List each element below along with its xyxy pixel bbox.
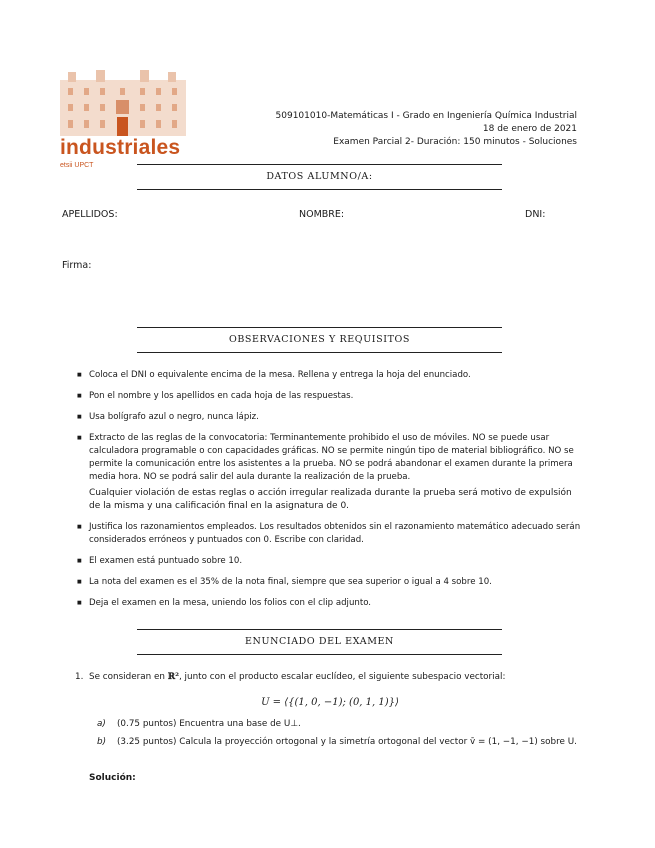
logo-wordmark: industriales bbox=[60, 136, 181, 159]
nombre-label: NOMBRE: bbox=[299, 209, 345, 220]
list-item: ■ Coloca el DNI o equivalente encima de la mesa. Rellena y entrega la hoja del enunciado. bbox=[75, 369, 585, 382]
logo-subtitle: etsii UPCT bbox=[60, 162, 94, 169]
section-title-observaciones: OBSERVACIONES Y REQUISITOS bbox=[228, 334, 411, 345]
exam-date: 18 de enero de 2021 bbox=[482, 124, 577, 134]
list-item: ■ Pon el nombre y los apellidos en cada hoja de las respuestas. bbox=[75, 390, 585, 403]
dni-label: DNI: bbox=[525, 209, 546, 220]
part-a: a) (0.75 puntos) Encuentra una base de U⊥. bbox=[97, 719, 301, 729]
list-item: ■ Justifica los razonamientos empleados. Los resultados obtenidos sin el razonamiento matemático adecuado serán considerados erróneos y puntuados con 0. Escribe con claridad. bbox=[75, 521, 585, 547]
list-item: ■ Extracto de las reglas de la convocatoria: Terminantemente prohibido el uso de móviles. NO se puede usar calculadora programable o con capacidades gráficas. NO se permite ningún tipo de material bibliográfico. NO se permite la comunicación entre los asistentes a la prueba. NO se podrá abandonar el examen durante la primera media hora. NO se podrá salir del aula durante la realización de la prueba. Cualquier violación de estas reglas o acción irregular realizada durante la prueba será motivo de expulsión de la misma y una calificación final en la asignatura de 0. bbox=[75, 432, 585, 513]
problem-number: 1. bbox=[75, 672, 84, 682]
divider bbox=[137, 189, 502, 190]
divider bbox=[137, 629, 502, 630]
divider bbox=[137, 352, 502, 353]
problem-statement: Se consideran en ℝ², junto con el producto escalar euclídeo, el siguiente subespacio vectorial: bbox=[89, 672, 506, 682]
exam-header bbox=[247, 110, 577, 149]
subspace-formula: U = ⟨{(1, 0, −1); (0, 1, 1)}⟩ bbox=[261, 697, 399, 708]
list-item: ■ El examen está puntuado sobre 10. bbox=[75, 555, 585, 568]
section-title-datos: DATOS ALUMNO/A: bbox=[266, 171, 373, 182]
school-logo bbox=[60, 70, 190, 170]
course-line: 509101010-Matemáticas I - Grado en Ingeniería Química Industrial bbox=[275, 111, 577, 121]
part-b: b) (3.25 puntos) Calcula la proyección ortogonal y la simetría ortogonal del vector v̄ = (1, −1, −1) sobre U. bbox=[97, 737, 577, 747]
divider bbox=[137, 654, 502, 655]
observaciones-list bbox=[75, 369, 585, 618]
list-item: ■ La nota del examen es el 35% de la nota final, siempre que sea superior o igual a 4 sobre 10. bbox=[75, 576, 585, 589]
solution-heading: Solución: bbox=[89, 773, 136, 783]
list-item: ■ Usa bolígrafo azul o negro, nunca lápiz. bbox=[75, 411, 585, 424]
rules-warning: Cualquier violación de estas reglas o acción irregular realizada durante la prueba será motivo de expulsión de la misma y una calificación final en la asignatura de 0. bbox=[89, 488, 572, 511]
divider bbox=[137, 164, 502, 165]
section-title-enunciado: ENUNCIADO DEL EXAMEN bbox=[245, 636, 394, 647]
building-icon bbox=[60, 70, 190, 136]
list-item: ■ Deja el examen en la mesa, uniendo los folios con el clip adjunto. bbox=[75, 597, 585, 610]
apellidos-label: APELLIDOS: bbox=[62, 209, 118, 220]
divider bbox=[137, 327, 502, 328]
exam-info: Examen Parcial 2- Duración: 150 minutos - Soluciones bbox=[333, 137, 577, 147]
firma-label: Firma: bbox=[62, 260, 92, 271]
